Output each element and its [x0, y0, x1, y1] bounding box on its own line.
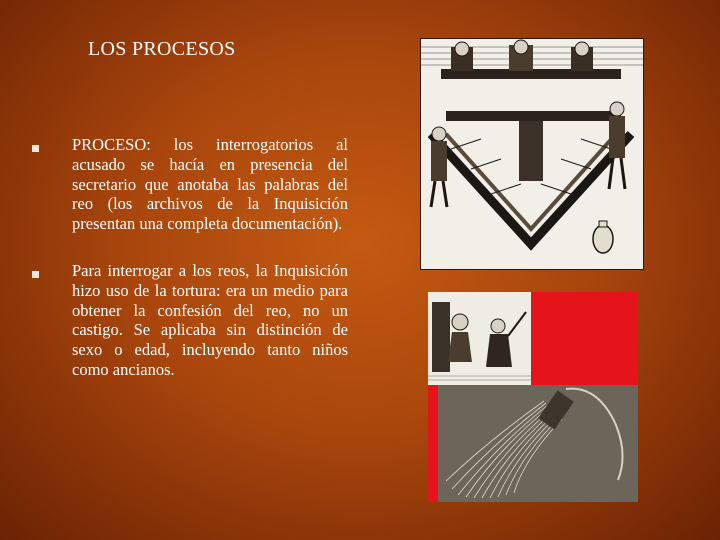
torture-engraving-image: [420, 38, 644, 270]
whip-photo-icon: [438, 385, 638, 502]
slide-title: LOS PROCESOS: [88, 38, 236, 60]
torture-engraving-icon: [421, 39, 643, 269]
bullet-text: Para interrogar a los reos, la Inquisición hizo uso de la tortura: era un medio para obtener la confesión del reo, no un castigo. Se aplicaba sin distinción de sexo o edad, incluyendo tanto niños como ancianos.: [72, 260, 348, 379]
bullet-list: [30, 135, 348, 380]
punishment-engraving-icon: [428, 292, 531, 385]
bullet-text: PROCESO: los interrogatorios al acusado se hacía en presencia del secretario que anotaba las palabras del reo (los archivos de la Inquisición presentan una completa documentación).: [72, 135, 348, 234]
punishment-engraving-image: [428, 292, 531, 385]
bullet-marker: [32, 145, 39, 152]
bullet-item: [30, 261, 348, 380]
bullet-marker: [32, 271, 39, 278]
bullet-item: [30, 135, 348, 234]
whip-photo-image: [438, 385, 638, 502]
